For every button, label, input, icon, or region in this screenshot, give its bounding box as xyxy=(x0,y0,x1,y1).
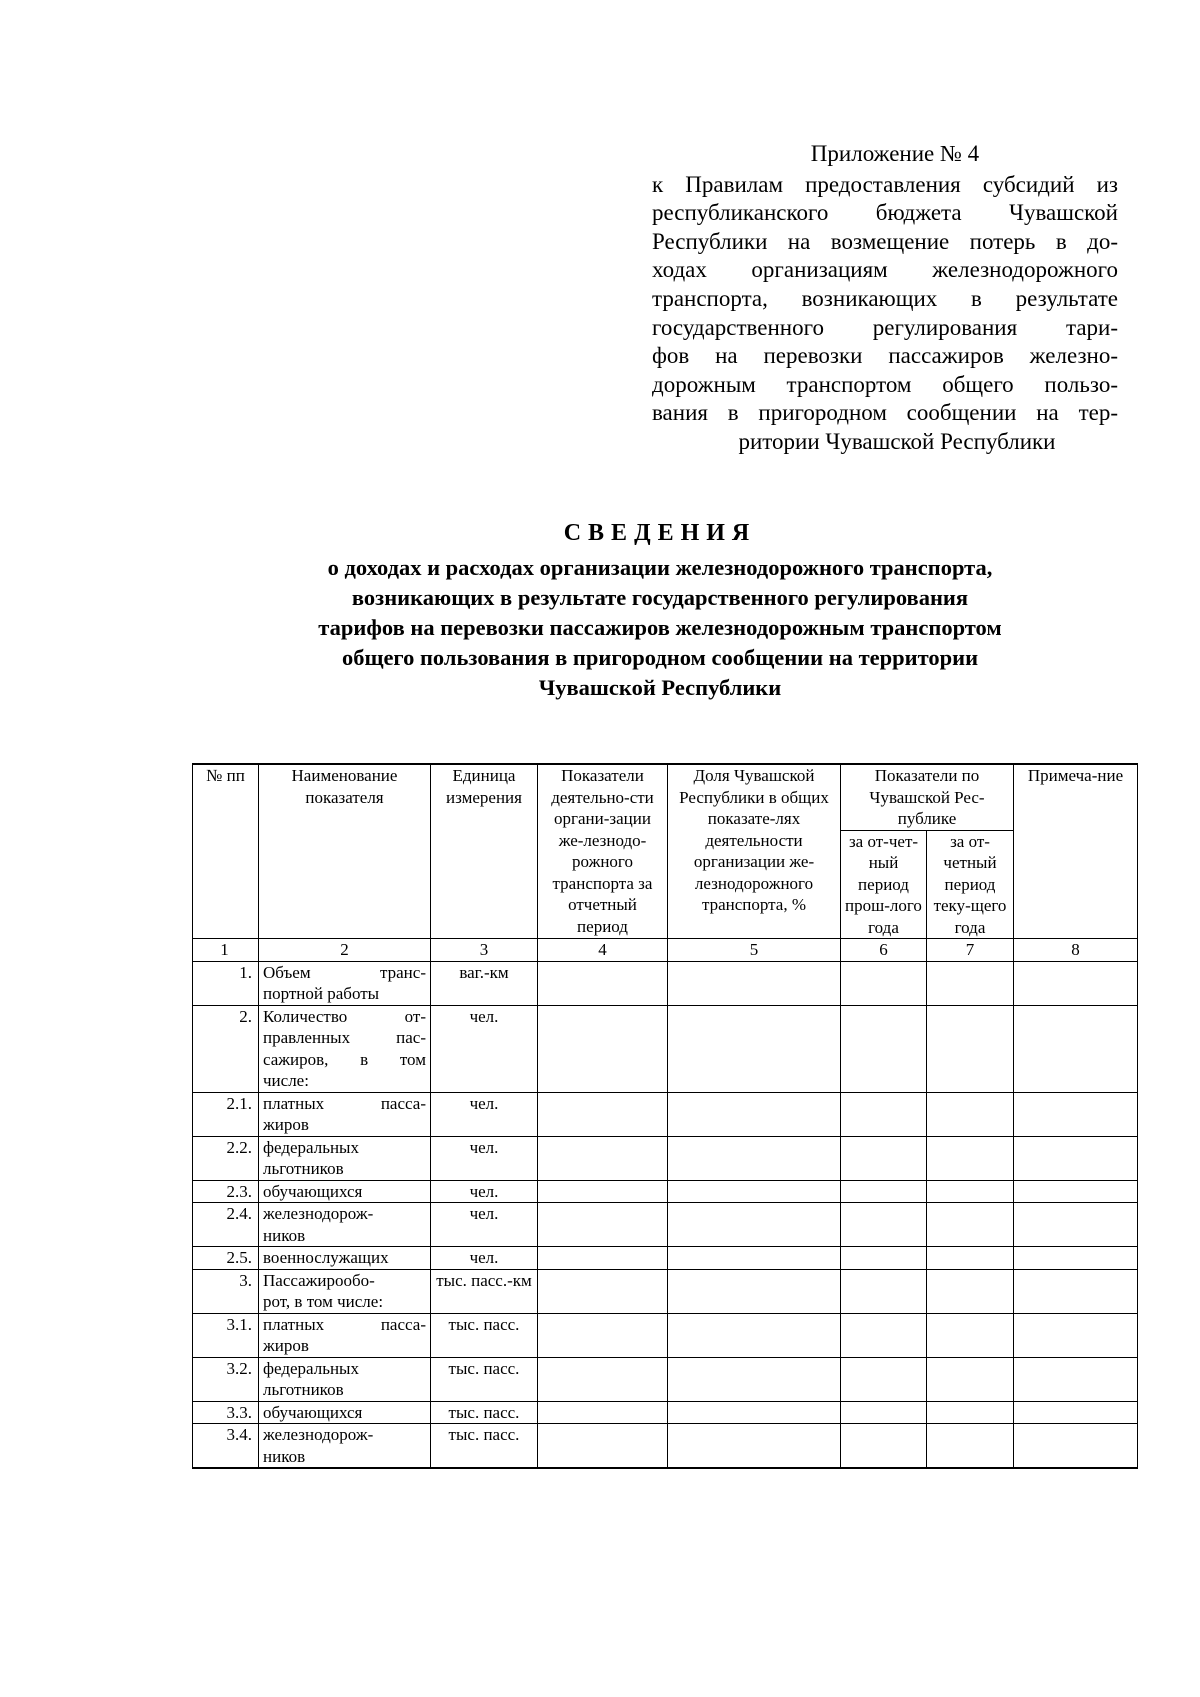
cell-empty xyxy=(927,1180,1014,1203)
annex-line: вания в пригородном сообщении на тер- xyxy=(652,400,1118,426)
cell-empty xyxy=(1014,1092,1138,1136)
column-number-row xyxy=(193,939,1138,962)
cell-empty xyxy=(668,961,841,1005)
annex-line: республиканского бюджета Чувашской xyxy=(652,200,1118,226)
row-name xyxy=(259,1136,431,1180)
document-title: СВЕДЕНИЯ xyxy=(563,520,757,546)
row-name-line: числе: xyxy=(263,1071,309,1090)
cell-empty xyxy=(927,1136,1014,1180)
cell-empty xyxy=(1014,1401,1138,1424)
cell-empty xyxy=(538,961,668,1005)
cell-empty xyxy=(668,1005,841,1092)
row-number: 2.1. xyxy=(193,1092,259,1136)
row-number: 3.2. xyxy=(193,1357,259,1401)
row-name xyxy=(259,1269,431,1313)
row-number: 3.4. xyxy=(193,1424,259,1469)
cell-empty xyxy=(668,1247,841,1270)
row-name xyxy=(259,1203,431,1247)
cell-empty xyxy=(538,1203,668,1247)
cell-empty xyxy=(841,1357,927,1401)
table-row xyxy=(193,1357,1138,1401)
document-subtitle xyxy=(210,553,1110,703)
cell-empty xyxy=(927,1092,1014,1136)
cell-empty xyxy=(538,1401,668,1424)
table-row xyxy=(193,1247,1138,1270)
row-name-line: платных пасса- xyxy=(263,1314,426,1334)
cell-empty xyxy=(841,1247,927,1270)
row-number: 2.5. xyxy=(193,1247,259,1270)
cell-empty xyxy=(927,1269,1014,1313)
cell-empty xyxy=(538,1269,668,1313)
row-unit: чел. xyxy=(431,1247,538,1270)
row-unit: тыс. пасс. xyxy=(431,1313,538,1357)
cell-empty xyxy=(927,1203,1014,1247)
table-row xyxy=(193,1313,1138,1357)
row-unit: чел. xyxy=(431,1180,538,1203)
row-name-line: федеральных xyxy=(263,1358,359,1378)
header-org-indicators: Показатели деятельно-сти органи-зации же-лезнодо-рожного транспорта за отчетный период xyxy=(538,764,668,939)
cell-empty xyxy=(841,961,927,1005)
column-number: 3 xyxy=(431,939,538,962)
cell-empty xyxy=(668,1136,841,1180)
row-name-line: обучающихся xyxy=(263,1181,363,1201)
cell-empty xyxy=(1014,1357,1138,1401)
cell-empty xyxy=(927,1424,1014,1469)
cell-empty xyxy=(668,1180,841,1203)
column-number: 7 xyxy=(927,939,1014,962)
cell-empty xyxy=(1014,1180,1138,1203)
cell-empty xyxy=(668,1357,841,1401)
cell-empty xyxy=(668,1313,841,1357)
row-name-line: военнослужащих xyxy=(263,1248,389,1267)
annex-line: дорожным транспортом общего пользо- xyxy=(652,371,1118,397)
row-name-line: обучающихся xyxy=(263,1402,363,1422)
subtitle-line: тарифов на перевозки пассажиров железнодорожным транспортом xyxy=(318,615,1002,640)
row-name-line: рот, в том числе: xyxy=(263,1292,384,1311)
header-share: Доля Чувашской Республики в общих показате-лях деятельности организации же-лезнодорожного транспорта, % xyxy=(668,764,841,939)
row-name-line: жиров xyxy=(263,1336,309,1355)
table-row xyxy=(193,1424,1138,1469)
cell-empty xyxy=(927,1313,1014,1357)
cell-empty xyxy=(1014,961,1138,1005)
subtitle-line: о доходах и расходах организации железнодорожного транспорта, xyxy=(327,555,993,580)
annex-line: ходах организациям железнодорожного xyxy=(652,257,1118,283)
header-curr-period: за от-четный период теку-щего года xyxy=(927,830,1014,939)
table-row xyxy=(193,1180,1138,1203)
row-number: 3. xyxy=(193,1269,259,1313)
row-name-line: Количество от- xyxy=(263,1006,426,1026)
cell-empty xyxy=(668,1401,841,1424)
row-name-line: железнодорож- xyxy=(263,1425,374,1444)
row-unit: чел. xyxy=(431,1005,538,1092)
annex-title: Приложение № 4 xyxy=(810,141,980,166)
row-number: 2.4. xyxy=(193,1203,259,1247)
annex-line: фов на перевозки пассажиров железно- xyxy=(652,343,1118,369)
row-name xyxy=(259,1092,431,1136)
cell-empty xyxy=(841,1313,927,1357)
cell-empty xyxy=(668,1424,841,1469)
cell-empty xyxy=(927,1247,1014,1270)
cell-empty xyxy=(1014,1203,1138,1247)
column-number: 8 xyxy=(1014,939,1138,962)
cell-empty xyxy=(538,1247,668,1270)
row-unit: тыс. пасс. xyxy=(431,1357,538,1401)
cell-empty xyxy=(927,961,1014,1005)
cell-empty xyxy=(538,1313,668,1357)
cell-empty xyxy=(538,1357,668,1401)
row-number: 3.1. xyxy=(193,1313,259,1357)
header-prev-period: за от-чет-ный период прош-лого года xyxy=(841,830,927,939)
row-number: 2.3. xyxy=(193,1180,259,1203)
row-unit: ваг.-км xyxy=(431,961,538,1005)
column-number: 6 xyxy=(841,939,927,962)
table-row xyxy=(193,1401,1138,1424)
row-unit: чел. xyxy=(431,1092,538,1136)
row-name-line: ников xyxy=(263,1225,306,1245)
cell-empty xyxy=(927,1005,1014,1092)
cell-empty xyxy=(1014,1247,1138,1270)
header-note: Примеча-ние xyxy=(1014,764,1138,939)
cell-empty xyxy=(841,1092,927,1136)
row-unit: тыс. пасс.-км xyxy=(431,1269,538,1313)
row-number: 2.2. xyxy=(193,1136,259,1180)
cell-empty xyxy=(841,1136,927,1180)
cell-empty xyxy=(841,1180,927,1203)
indicators-table xyxy=(192,763,1138,1469)
row-name xyxy=(259,1401,431,1424)
header-num: № пп xyxy=(193,764,259,939)
row-name xyxy=(259,961,431,1005)
cell-empty xyxy=(841,1424,927,1469)
cell-empty xyxy=(927,1401,1014,1424)
cell-empty xyxy=(841,1203,927,1247)
table-row xyxy=(193,1269,1138,1313)
column-number: 2 xyxy=(259,939,431,962)
subtitle-line: возникающих в результате государственного регулирования xyxy=(351,585,969,610)
row-name-line: жиров xyxy=(263,1115,309,1134)
cell-empty xyxy=(1014,1136,1138,1180)
row-name xyxy=(259,1180,431,1203)
row-name xyxy=(259,1313,431,1357)
row-name-line: портной работы xyxy=(263,984,380,1003)
annex-text xyxy=(652,171,1118,457)
row-number: 2. xyxy=(193,1005,259,1092)
document-heading xyxy=(210,520,1110,703)
annex-line: государственного регулирования тари- xyxy=(652,314,1118,340)
header-republic-indicators: Показатели по Чувашской Рес-публике xyxy=(841,764,1014,830)
row-name xyxy=(259,1424,431,1469)
cell-empty xyxy=(538,1180,668,1203)
cell-empty xyxy=(841,1005,927,1092)
annex-line: к Правилам предоставления субсидий из xyxy=(652,171,1118,197)
cell-empty xyxy=(1014,1424,1138,1469)
row-name-line: платных пасса- xyxy=(263,1093,426,1113)
table-row xyxy=(193,1005,1138,1092)
row-name-line: сажиров, в том xyxy=(263,1049,426,1069)
row-name-line: правленных пас- xyxy=(263,1028,426,1047)
annex-line: транспорта, возникающих в результате xyxy=(652,285,1118,311)
header-unit: Единица измерения xyxy=(431,764,538,939)
cell-empty xyxy=(538,1136,668,1180)
subtitle-line: Чувашской Республики xyxy=(538,675,782,700)
row-name-line: Пассажирообо- xyxy=(263,1270,375,1290)
row-name-line: ников xyxy=(263,1446,306,1466)
annex-block xyxy=(652,140,1118,457)
cell-empty xyxy=(1014,1005,1138,1092)
cell-empty xyxy=(538,1424,668,1469)
column-number: 1 xyxy=(193,939,259,962)
row-name xyxy=(259,1247,431,1270)
row-name-line: железнодорож- xyxy=(263,1204,374,1223)
row-name-line: федеральных xyxy=(263,1137,359,1157)
row-name xyxy=(259,1357,431,1401)
row-number: 1. xyxy=(193,961,259,1005)
cell-empty xyxy=(841,1269,927,1313)
cell-empty xyxy=(841,1401,927,1424)
header-name: Наименование показателя xyxy=(259,764,431,939)
row-name-line: льготников xyxy=(263,1159,344,1178)
annex-line: Республики на возмещение потерь в до- xyxy=(652,228,1118,254)
table-row xyxy=(193,1203,1138,1247)
cell-empty xyxy=(1014,1269,1138,1313)
row-name xyxy=(259,1005,431,1092)
row-unit: тыс. пасс. xyxy=(431,1424,538,1469)
row-number: 3.3. xyxy=(193,1401,259,1424)
column-number: 4 xyxy=(538,939,668,962)
row-unit: чел. xyxy=(431,1136,538,1180)
column-number: 5 xyxy=(668,939,841,962)
table-row xyxy=(193,961,1138,1005)
cell-empty xyxy=(668,1203,841,1247)
table-row xyxy=(193,1092,1138,1136)
cell-empty xyxy=(538,1005,668,1092)
cell-empty xyxy=(927,1357,1014,1401)
subtitle-line: общего пользования в пригородном сообщении на территории xyxy=(341,645,979,670)
annex-line: ритории Чувашской Республики xyxy=(738,428,1056,454)
cell-empty xyxy=(538,1092,668,1136)
cell-empty xyxy=(668,1269,841,1313)
cell-empty xyxy=(1014,1313,1138,1357)
row-name-line: льготников xyxy=(263,1380,344,1399)
cell-empty xyxy=(668,1092,841,1136)
table-row xyxy=(193,1136,1138,1180)
row-unit: тыс. пасс. xyxy=(431,1401,538,1424)
row-name-line: Объем транс- xyxy=(263,962,426,982)
row-unit: чел. xyxy=(431,1203,538,1247)
